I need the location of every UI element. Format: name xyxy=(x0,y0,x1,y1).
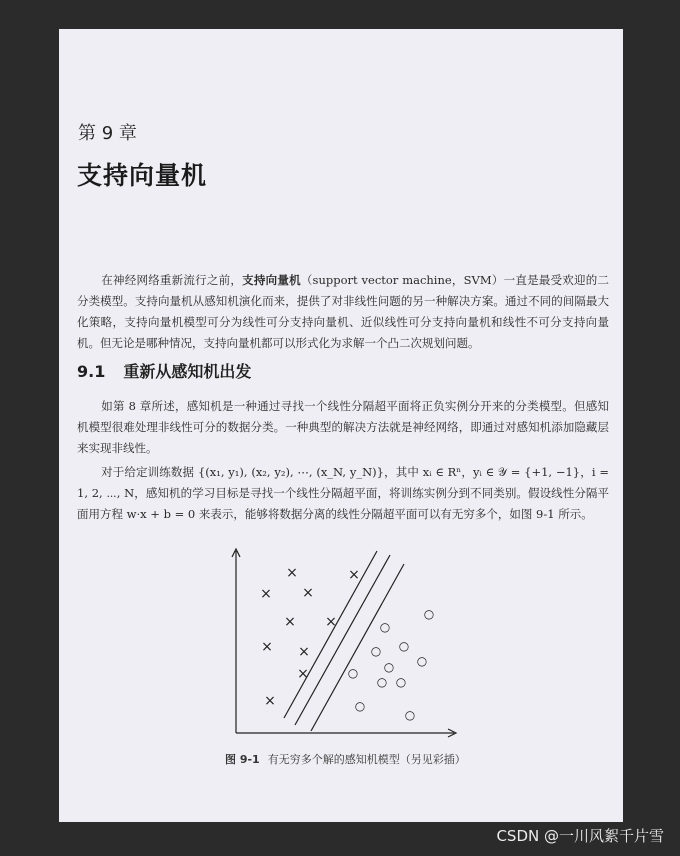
cross-marker: × xyxy=(325,614,337,630)
section-title: 重新从感知机出发 xyxy=(123,362,252,381)
circle-marker: ○ xyxy=(379,620,391,634)
section-heading xyxy=(77,359,251,382)
circle-marker: ○ xyxy=(395,675,407,689)
circle-marker: ○ xyxy=(354,699,366,713)
paragraph-training-data xyxy=(77,462,609,525)
chapter-label: 第 9 章 xyxy=(78,123,137,144)
figure-caption-number: 图 9-1 xyxy=(225,753,260,766)
cross-marker: × xyxy=(286,565,298,581)
intro-paragraph xyxy=(77,270,609,354)
hyperplane-line-1 xyxy=(284,551,377,718)
watermark: CSDN @一川风絮千片雪 xyxy=(496,827,664,845)
cross-marker: × xyxy=(348,567,360,583)
cross-marker: × xyxy=(302,585,314,601)
paragraph-training-data-text: 对于给定训练数据 {(x₁, y₁), (x₂, y₂), ⋯, (x_N, y_N)}，其中 xᵢ ∈ Rⁿ，yᵢ ∈ 𝒴 = {+1, −1}，i = 1, 2, ⋯, N，感知机的学习目标是寻找一个线性分隔超平面，将训练实例分到不同类别。假设线性分隔平面用方程 w·x + b = 0 来表示，能够将数据分离的线性分隔超平面可以有无穷多个，如图 9-1 所示。 xyxy=(77,465,609,521)
circle-marker: ○ xyxy=(347,666,359,680)
figure-caption-text: 有无穷多个解的感知机模型（另见彩插） xyxy=(267,753,466,766)
cross-marker: × xyxy=(261,639,273,655)
circle-marker: ○ xyxy=(398,639,410,653)
circle-marker: ○ xyxy=(376,675,388,689)
perceptron-figure xyxy=(224,545,460,741)
circle-marker: ○ xyxy=(416,654,428,668)
cross-marker: × xyxy=(297,666,309,682)
hyperplane-line-2 xyxy=(295,555,390,725)
cross-marker: × xyxy=(260,586,272,602)
circle-marker: ○ xyxy=(370,644,382,658)
circle-marker: ○ xyxy=(404,708,416,722)
intro-text-1: 在神经网络重新流行之前， xyxy=(101,273,243,287)
figure-caption xyxy=(225,751,466,767)
cross-marker: × xyxy=(298,644,310,660)
paragraph-perceptron xyxy=(77,396,609,459)
cross-marker: × xyxy=(284,614,296,630)
circle-marker: ○ xyxy=(423,607,435,621)
cross-marker: × xyxy=(264,693,276,709)
chapter-title: 支持向量机 xyxy=(77,161,208,190)
paragraph-perceptron-text: 如第 8 章所述，感知机是一种通过寻找一个线性分隔超平面将正负实例分开来的分类模型。但感知机模型很难处理非线性可分的数据分类。一种典型的解决方法就是神经网络，即通过对感知机添加隐藏层来实现非线性。 xyxy=(77,399,609,455)
circle-marker: ○ xyxy=(383,660,395,674)
book-page xyxy=(59,29,623,822)
intro-text-2: （support vector machine，SVM）一直是最受欢迎的二分类模型。支持向量机从感知机演化而来，提供了对非线性问题的另一种解决方案。通过不同的间隔最大化策略，支持向量机模型可分为线性可分支持向量机、近似线性可分支持向量机和线性不可分支持向量机。但无论是哪种情况，支持向量机都可以形式化为求解一个凸二次规划问题。 xyxy=(77,273,610,350)
section-number: 9.1 xyxy=(77,362,106,381)
intro-bold-term: 支持向量机 xyxy=(242,273,301,287)
